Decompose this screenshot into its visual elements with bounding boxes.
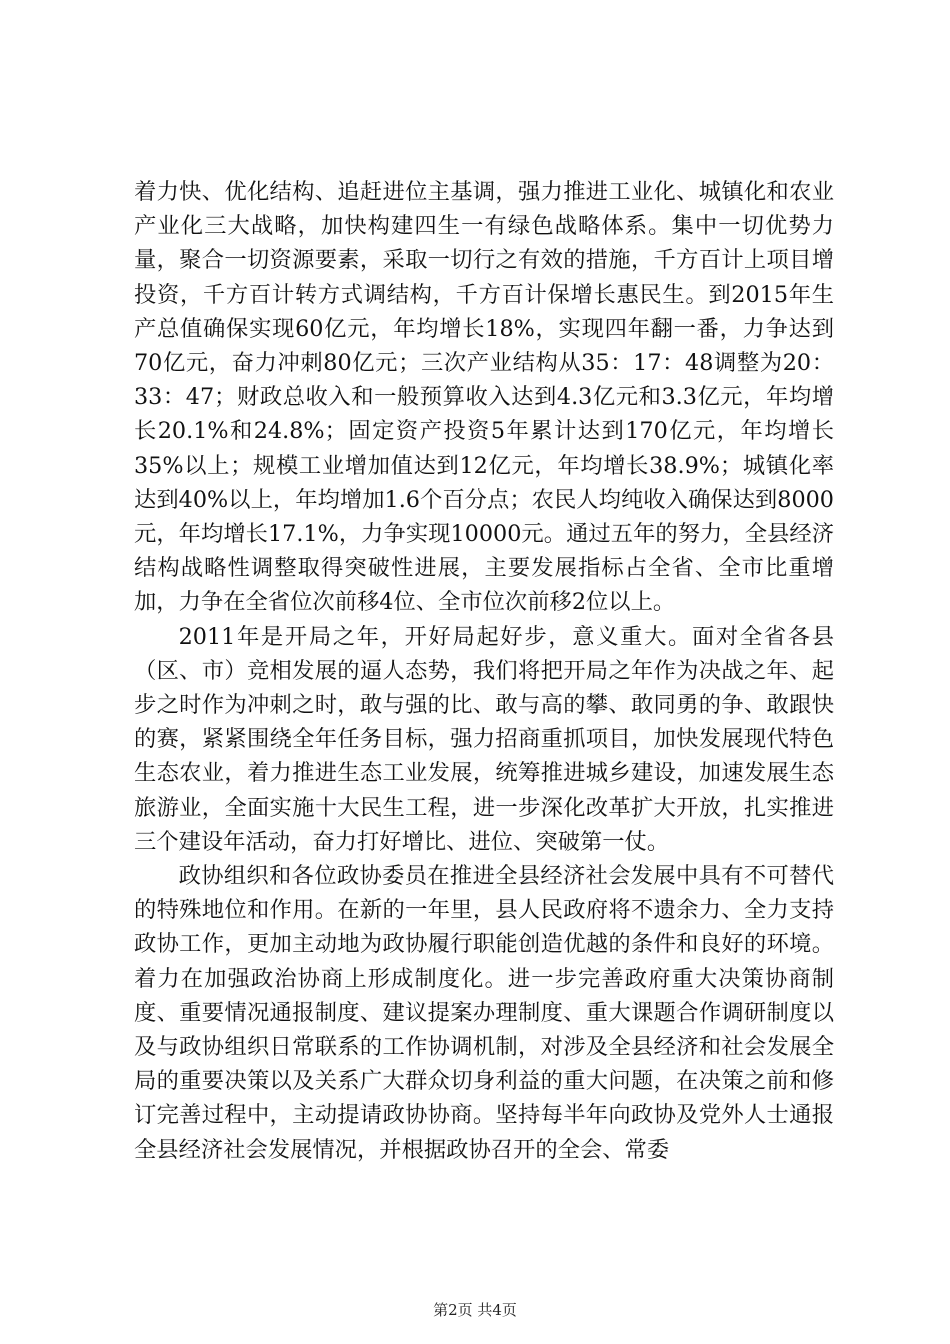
page-footer (0, 1300, 950, 1320)
paragraph-2011-opening-year: 2011年是开局之年，开好局起好步，意义重大。面对全省各县（区、市）竞相发展的逼人态势，我们将把开局之年作为决战之年、起步之时作为冲刺之时，敢与强的比、敢与高的攀、敢同勇的争、敢跟快的赛，紧紧围绕全年任务目标，强力招商重抓项目，加快发展现代特色生态农业，着力推进生态工业发展，统筹推进城乡建设，加速发展生态旅游业，全面实施十大民生工程，进一步深化改革扩大开放，扎实推进三个建设年活动，奋力打好增比、进位、突破第一仗。 (134, 623, 834, 855)
page-number: 第2页 共4页 (433, 1301, 517, 1319)
paragraph-continuation: 着力快、优化结构、追赶进位主基调，强力推进工业化、城镇化和农业产业化三大战略，加快构建四生一有绿色战略体系。集中一切优势力量，聚合一切资源要素，采取一切行之有效的措施，千方百计上项目增投资，千方百计转方式调结构，千方百计保增长惠民生。到2015年生产总值确保实现60亿元，年均增长18%，实现四年翻一番，力争达到70亿元，奋力冲刺80亿元；三次产业结构从35：17：48调整为20：33：47；财政总收入和一般预算收入达到4.3亿元和3.3亿元，年均增长20.1%和24.8%；固定资产投资5年累计达到170亿元，年均增长35%以上；规模工业增加值达到12亿元，年均增长38.9%；城镇化率达到40%以上，年均增加1.6个百分点；农民人均纯收入确保达到8000元，年均增长17.1%，力争实现10000元。通过五年的努力，全县经济结构战略性调整取得突破性进展，主要发展指标占全省、全市比重增加，力争在全省位次前移4位、全市位次前移2位以上。 (134, 179, 834, 616)
document-body (134, 175, 834, 1167)
paragraph-cppcc-role: 政协组织和各位政协委员在推进全县经济社会发展中具有不可替代的特殊地位和作用。在新的一年里，县人民政府将不遗余力、全力支持政协工作，更加主动地为政协履行职能创造优越的条件和良好的环境。着力在加强政治协商上形成制度化。进一步完善政府重大决策协商制度、重要情况通报制度、建议提案办理制度、重大课题合作调研制度以及与政协组织日常联系的工作协调机制，对涉及全县经济和社会发展全局的重要决策以及关系广大群众切身利益的重大问题，在决策之前和修订完善过程中，主动提请政协协商。坚持每半年向政协及党外人士通报全县经济社会发展情况，并根据政协召开的全会、常委 (134, 863, 834, 1163)
